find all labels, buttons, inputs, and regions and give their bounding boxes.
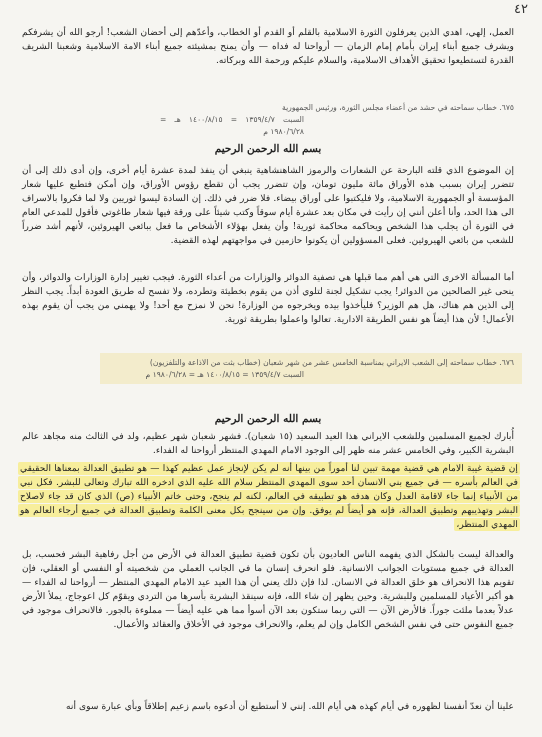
paragraph-6: علينا أن نعدّ أنفسنا لظهوره في أيام كهذه هي أيام الله. إنني لا أستطيع أن أدعوه باسم زعيم إطلاقاً وبأي عبارة سوى أنه: [65, 701, 514, 712]
footnote-676-title: ٦٧٦. خطاب سماحته إلى الشعب الايراني بمناسبة الخامس عشر من شهر شعبان (خطاب بثت من الاذاعة والتلفزيون): [149, 358, 514, 367]
paragraph-4: أُبارك لجميع المسلمين وللشعب الايراني هذا العيد السعيد (١٥ شعبان). فشهر شعبان شهر عظيم، ولد في الثالث منه مجاهد عالم البشرية الكبير، وفي الخامس عشر منه ظهر إلى الوجود الامام المهدي المنتظر أرواحنا له الفداء.: [22, 431, 515, 456]
footnote-676-date: السبت ١٣٥٩/٤/٧ = ١٤٠٠/٨/١٥ هـ = ١٩٨٠/٦/٢٨ م: [145, 370, 304, 379]
footnote-676: [100, 353, 522, 384]
highlighted-passage: [18, 462, 520, 532]
paragraph-5-continued: والعدالة ليست بالشكل الذي يفهمه الناس العاديون بأن تكون قضية تطبيق العدالة في الأرض من أجل رفاهية البشر فحسب، بل العدالة في جميع مستويات الجوانب الانسانية. فلو انحرف إنسان ما في الجانب العملي من شخصيته أو النفسي أو العقلي، فإن تقويم هذا الانحراف هو خلق العدالة في الانسان. لذا فإن ذلك يعني أن هذا العيد عيد الامام المهدي المنتظر — أرواحنا له الفداء — هو أكبر الأعياد للمسلمين وللبشرية. وحين يظهر إن شاء الله، فإنه سينقذ البشرية بأسرها من التردي ويقوّم كل اعوجاج، يملأ الأرض عدلاً بعدما ملئت جوراً. فالأرض الآن — التي ربما ستكون بعد الآن أسوأ مما هي عليه أيضاً — مملوءة بالجور. فالانحراف موجود في جميع النفوس حتى في نفس الشخص الكامل وإن لم يعلم، والانحراف موجود في الأخلاق والعقائد والأعمال.: [22, 549, 514, 630]
page-number: ٤٢: [514, 2, 528, 17]
footnote-675: [160, 102, 514, 138]
paragraph-3: أما المسألة الاخرى التي هي أهم مما قبلها هي تصفية الدوائر والوزارات من أعداء الثورة. فيجب تغيير إدارة الوزارات والدوائر، وأن ينحى غير الصالحين من الدوائر! يجب تشكيل لجنة لتلوي أذن من يقوم بخطيئة وتطرده، ولا تفسح له طريق العودة أبداً. يجب النظر إلى الذين هم هناك، هل هم الوزير؟ فليأخذوا بيده ويخرجوه من الوزارة! نحن لا نمزح مع أحد! ولا يهمني من يجب أن يقوم بهذه الأعمال! لأن هذا أيضاً هو نفس الطريقة الادارية. تعالوا واعملوا بطريقة ثورية.: [22, 272, 514, 325]
paragraph-2: إن الموضوع الذي قلته البارحة عن الشعارات والرموز الشاهنشاهية ينبغي أن ينفذ لمدة عشرة أيام أخرى، وإن أدى ذلك إلى أن تتضرر إيران بسبب هذه الأوراق مائة مليون تومان، وإن تتضرر يجب أن تقطع رؤوس الأوراق، وإن أمكن فتطبع عليها شعار المؤسسة أو الجمهورية الاسلامية، ولا فليكتبوا على أوراق بيضاء. فلا ضرر في ذلك. إن السادة ليسوا ثوريين ولا لما فكروا بالاسراف الى هذا الحد، وأنا أعلن أنني إن رأيت في مكان بعد عشرة أيام سوقاً وكتب شيئاً على ورقة فيها شعار طاغوتي فأقول للمدعي العام في الثورة أن يجلب هذا الشخص ويحاكمه محاكمة ثورية! وأن يفعل بهؤلاء الأشخاص ما فعل ببائعي الهيروئين، لأنهم أشد ضرراً للشعب من بائعي الهيروئين. فعلى المسؤولين أن يكونوا حازمين في مواجهتهم لهذه القضية.: [22, 165, 514, 246]
highlighted-text: إن قضية غيبة الامام هي قضية مهمة تبين لنا أموراً من بينها أنه لم يكن لإنجاز عمل عظيم كهذا — هو تطبيق العدالة بمعناها الحقيقي في العالم بأسره — في جميع بني الانسان أحد سوى المهدي المنتظر سلام الله عليه الذي ادخره الله تبارك وتعالى للبشر. فكل نبي من الأنبياء إنما جاء لاقامة العدل وكان هدفه هو تطبيقه في العالم، لكنه لم ينجح، وحتى خاتم الأنبياء (ص) الذي كان قد جاء لاصلاح البشر وتهذيبهم وتطبيق العدالة، فإنه هو أيضاً لم يوفق. وإن من سينجح بكل معنى الكلمة وتطبيق العدالة في جميع أرجاء العالم هو المهدي المنتظر،: [20, 463, 518, 530]
paragraph-top: العمل، إلهي، اهدي الذين يعرفلون الثورة الاسلامية بالقلم أو القدم أو الخطاب، وأعدّهم إلى أحضان الشعب! أرجو الله أن يشرفكم ويشرف جميع أبناء إيران بأمام إمام الزمان — أرواحنا له فداه — وأن يمنح بمشيئته جميع أبناء الامة الاسلامية وشعبنا الشريف القدرة لتستطيعوا تحقيق الأهداف الاسلامية، والسلام عليكم ورحمة الله وبركاته.: [22, 27, 514, 66]
basmala-heading-2: بسم الله الرحمن الرحيم: [214, 413, 322, 425]
basmala-heading-1: بسم الله الرحمن الرحيم: [214, 143, 322, 155]
footnote-675-title: ٦٧٥. خطاب سماحته في حشد من أعضاء مجلس الثورة، ورئيس الجمهورية: [282, 103, 514, 112]
footnote-675-date: السبت ١٣٥٩/٤/٧ = ١٤٠٠/٨/١٥ هـ = ١٩٨٠/٦/٢٨ م: [160, 115, 304, 136]
